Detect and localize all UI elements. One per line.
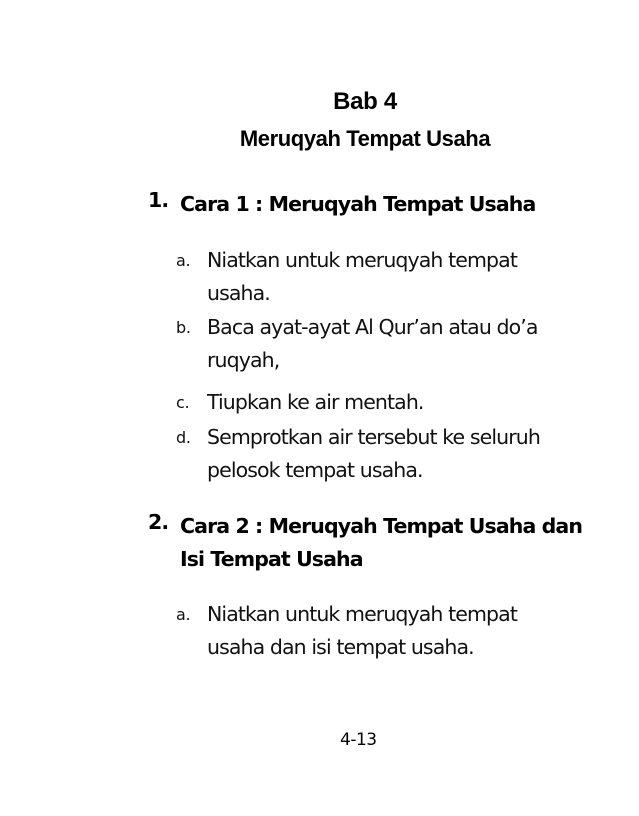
section-title-line: Isi Tempat Usaha bbox=[180, 547, 363, 571]
item-letter: b. bbox=[176, 318, 191, 337]
item-letter: a. bbox=[176, 605, 191, 624]
item-text-line: pelosok tempat usaha. bbox=[207, 458, 423, 482]
section-title-line: Cara 2 : Meruqyah Tempat Usaha dan bbox=[180, 514, 583, 538]
item-text-line: usaha. bbox=[207, 281, 270, 305]
item-text-line: Niatkan untuk meruqyah tempat bbox=[207, 602, 517, 626]
item-text-line: usaha dan isi tempat usaha. bbox=[207, 635, 474, 659]
item-text-line: Baca ayat-ayat Al Qur’an atau do’a bbox=[207, 315, 538, 339]
item-text-line: ruqyah, bbox=[207, 348, 280, 372]
section-number: 2. bbox=[148, 510, 169, 534]
item-letter: c. bbox=[176, 393, 190, 412]
section-number: 1. bbox=[148, 188, 169, 212]
page-number: 4-13 bbox=[340, 730, 377, 750]
item-text-line: Tiupkan ke air mentah. bbox=[207, 390, 424, 414]
item-letter: d. bbox=[176, 428, 191, 447]
item-text-line: Niatkan untuk meruqyah tempat bbox=[207, 248, 517, 272]
item-text-line: Semprotkan air tersebut ke seluruh bbox=[207, 425, 540, 449]
section-title-line: Cara 1 : Meruqyah Tempat Usaha bbox=[180, 192, 536, 216]
item-letter: a. bbox=[176, 251, 191, 270]
chapter-title: Meruqyah Tempat Usaha bbox=[239, 126, 491, 151]
chapter-label: Bab 4 bbox=[333, 88, 397, 115]
